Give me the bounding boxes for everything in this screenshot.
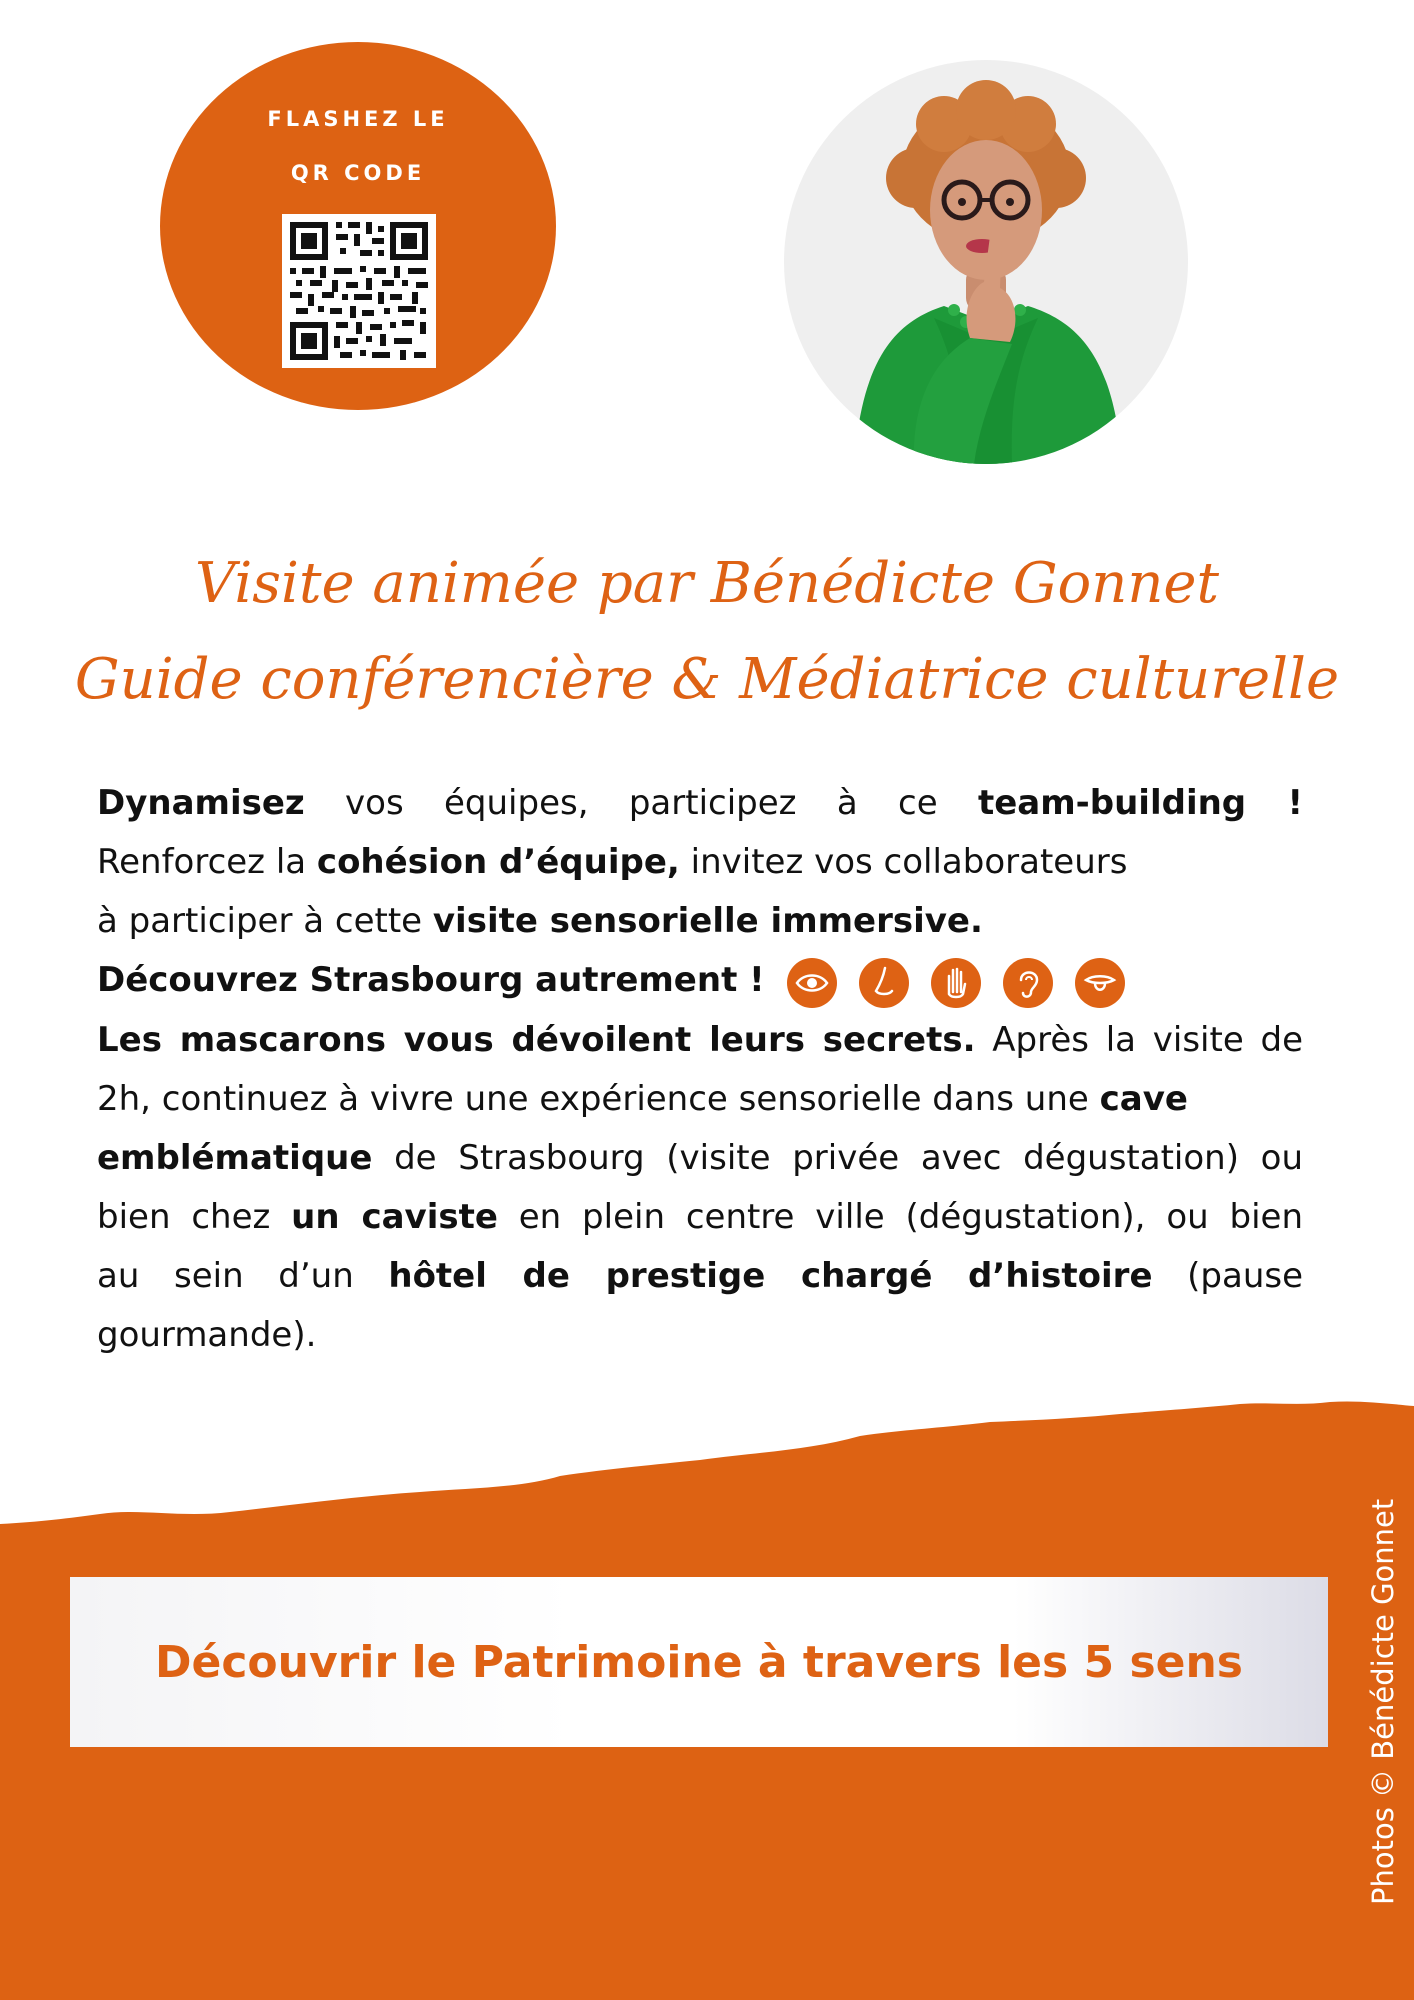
hand-icon: [931, 958, 981, 1008]
body-line-8: [97, 1188, 1303, 1247]
body-bold: hôtel de prestige chargé d’histoire: [388, 1256, 1153, 1296]
body-text: de Strasbourg (visite privée avec dégustation) ou: [372, 1138, 1303, 1178]
body-line-1: [97, 774, 1303, 833]
body-text: en plein centre ville (dégustation), ou bien: [497, 1197, 1303, 1237]
body-bold: Dynamisez: [97, 783, 305, 823]
qr-title-line1: FLASHEZ LE: [267, 107, 449, 131]
qr-title-line2: QR CODE: [290, 161, 426, 185]
body-bold: Découvrez Strasbourg autrement !: [97, 960, 765, 1000]
qr-badge: [160, 42, 556, 410]
body-text: Après la visite de: [975, 1020, 1303, 1060]
five-senses-icons: [787, 952, 1147, 1011]
body-line-5: [97, 1011, 1303, 1070]
body-paragraph: [97, 774, 1303, 1365]
guide-portrait: [784, 60, 1188, 464]
body-line-3: [97, 892, 1303, 951]
body-text: 2h, continuez à vivre une expérience sensorielle dans une: [97, 1079, 1100, 1119]
guide-portrait-image: [784, 60, 1188, 464]
title-line-2: Guide conférencière & Médiatrice culturelle: [74, 647, 1340, 712]
qr-title: [160, 92, 556, 200]
body-text: vos équipes, participez à ce: [304, 783, 978, 823]
nose-icon: [859, 958, 909, 1008]
body-line-9: [97, 1247, 1303, 1306]
banner-text: Découvrir le Patrimoine à travers les 5 sens: [154, 1636, 1243, 1688]
body-bold: cave: [1099, 1079, 1188, 1119]
body-line-4: [97, 951, 1303, 1011]
body-bold: cohésion d’équipe,: [316, 842, 680, 882]
body-text: invitez vos collaborateurs: [679, 842, 1128, 882]
body-line-10: [97, 1306, 1303, 1365]
highlight-banner: [70, 1577, 1328, 1747]
body-bold: Les mascarons vous dévoilent leurs secrets.: [97, 1020, 976, 1060]
body-text: (pause: [1152, 1256, 1303, 1296]
ear-icon: [1003, 958, 1053, 1008]
body-bold: emblématique: [97, 1138, 373, 1178]
body-text: à participer à cette: [97, 901, 433, 941]
title-line-1: Visite animée par Bénédicte Gonnet: [194, 551, 1220, 616]
mouth-icon: [1075, 958, 1125, 1008]
photo-credit: Photos © Bénédicte Gonnet: [1366, 1498, 1400, 1905]
qr-code-image: [290, 222, 428, 360]
body-line-6: [97, 1070, 1303, 1129]
eye-icon: [787, 958, 837, 1008]
qr-code[interactable]: [282, 214, 436, 368]
body-bold: visite sensorielle immersive.: [432, 901, 983, 941]
body-text: Renforcez la: [97, 842, 317, 882]
body-bold: team-building !: [977, 783, 1303, 823]
body-line-7: [97, 1129, 1303, 1188]
body-text: au sein d’un: [97, 1256, 389, 1296]
body-line-2: [97, 833, 1303, 892]
body-bold: un caviste: [291, 1197, 498, 1237]
body-text: gourmande).: [97, 1315, 317, 1355]
body-text: bien chez: [97, 1197, 292, 1237]
